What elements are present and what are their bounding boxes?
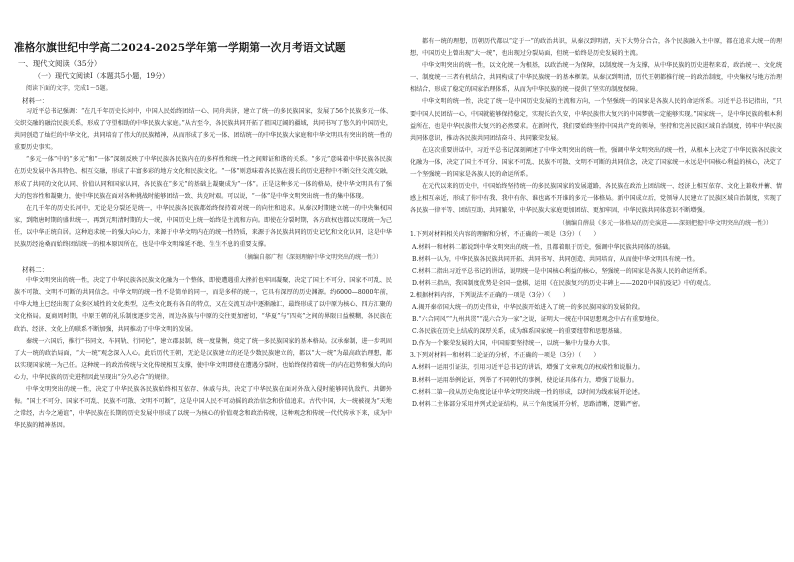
question-option: C.各民族在历史上结成的深厚关系，成为维系国家统一的重要纽带和思想基础。: [412, 328, 626, 336]
reading-instruction: 阅读下面的文字，完成1～5题。: [26, 85, 112, 92]
question-option: C.材料二指出习近平总书记的讲话，说明统一是中国核心利益的核心，坚强统一的国家是各族人民的命运所系。: [412, 267, 711, 275]
material-paragraph: 中华文明突出的统一性，以文化统一为根基，以政治统一为保障，以制度统一为支撑，从中华民族的历史进程来看，政治统一、文化统一、制度统一三者有机结合，共同构成了中华民族统一的基本框架。从秦汉到明清，历代王朝都推行统一的政治制度，中央集权与地方治理相结合，形成了稳定的国家治理体系，从而为中华民族的统一提供了坚实的制度保障。: [410, 62, 782, 94]
material-two-paragraph: 秦统一六国后，推行“书同文、车同轨、行同伦”，建立郡县制，统一度量衡，奠定了统一多民族国家的基本格局。汉承秦制，进一步巩固了大一统的政治局面，“大一统”观念深入人心。此后历代王朝，无论是汉族建立的还是少数民族建立的，都以“大一统”为最高政治理想，都以实现国家统一为己任。这种统一的政治传统与文化传统相互支撑，使中华文明即使在遭遇分裂时，也始终保持着统一的内在趋势和强大的向心力，中华民族的历史进程因此呈现出“分久必合”的规律。: [14, 337, 392, 381]
question-option: A.材料一运用引证法，引用习近平总书记的讲话，增强了文章观点的权威性和说服力。: [412, 364, 644, 372]
material-source: （摘编自薛晨《多元一体格局的历史演进——深刻把握中华文明突出的统一性》）: [558, 220, 772, 228]
question-option: B.材料一运用举例论证，列举了不同朝代的事例，使论证具体有力，增强了说服力。: [412, 376, 638, 384]
question-option: C.材料二第一段从历史角度论证中华文明突出统一性的形成，以时间为线索展开论述。: [412, 388, 644, 396]
material-one-paragraph: 在几千年的历史长河中，无论是分裂还是统一，中华民族各民族都始终保持着对统一的向往和追求。从秦汉时期建立统一的中央集权国家，到隋唐时期的盛世统一，再到元明清时期的大一统，中国历史上统一始终是主流和方向。即使在分裂时期，各方政权也都以实现统一为己任，以中华正统自居。这种追求统一的强大向心力，来源于中华文明内在的统一性特质，来源于各民族共同的历史记忆和文化认同，这是中华民族历经沧桑而始终团结统一的根本原因所在，也是中华文明绵延不绝、生生不息的重要支撑。: [14, 204, 392, 249]
question-option: D.材料二主体部分采用并列式论证结构，从三个角度展开分析，思路清晰，逻辑严密。: [412, 400, 645, 408]
exam-title: 准格尔旗世纪中学高二2024-2025学年第一学期第一次月考语文试题: [14, 42, 346, 54]
left-column: [14, 0, 392, 432]
right-column: [410, 0, 782, 411]
material-paragraph: 在元代以来的历史中，中国始终坚持统一的多民族国家的发展道路，各民族在政治上团结统一、经济上相互依存、文化上兼收并蓄、情感上相互亲近，形成了你中有我、我中有你、谁也离不开谁的多元一体格局。新中国成立后，党领导人民建立了民族区域自治制度，实现了各民族一律平等、团结互助、共同繁荣，中华民族大家庭更加团结、更加牢固，中华民族共同体意识不断增强。: [410, 183, 782, 215]
section-heading: 一、现代文阅读（35分）: [18, 59, 102, 68]
material-two-label: 材料二：: [22, 266, 49, 275]
material-one-source: （摘编自郝广程《深刻理解中华文明突出的统一性》）: [240, 254, 382, 262]
part-heading: （一）现代文阅读Ⅰ（本题共5小题，19分）: [34, 72, 170, 80]
question-option: D.材料三指出，我国制度优势是全国一盘棋，运用《在民族复兴的历史丰碑上——2020中国抗疫记》中的观点。: [412, 279, 715, 287]
question-3: 3.下列对材料一和材料二论证的分析，不正确的一项是（3分）（ ）: [410, 352, 600, 360]
material-one-paragraph: “多元一体”中的“多元”和“一体”深刻反映了中华民族各民族内在的多样性和统一性之间辩证和谐的关系。“多元”意味着中华民族各民族在历史发展中各具特色、相互交融，形成了丰富多彩的地方文化和民族文化。“一体”则意味着各民族在漫长的历史进程中不断交往交流交融，形成了共同的文化认同、价值认同和国家认同，各民族在“多元”的基础上凝聚成为“一体”。正是这种多元一体的格局，使中华文明具有了强大的包容性和凝聚力，使中华民族在面对各种挑战时能够团结一致、共克时艰。可以说，“一体”是中华文明突出统一性的集中体现。: [14, 156, 392, 200]
question-option: A.揭开秦帝国大统一的历史伟业，中华民族开始进入了统一的多民族国家的发展阶段。: [412, 303, 644, 311]
material-paragraph: 在这次重要讲话中，习近平总书记深刻阐述了中华文明突出的统一性，强调中华文明突出的统一性，从根本上决定了中华民族各民族文化融为一体，决定了国土不可分、国家不可乱、民族不可散、文明不可断的共同信念，决定了国家统一永远是中国核心利益的核心，决定了一个坚强统一的国家是各族人民的命运所系。: [410, 146, 782, 179]
material-paragraph: 中华文明的统一性，决定了统一是中国历史发展的主流和方向，一个坚强统一的国家是各族人民的命运所系。习近平总书记指出，“只要中国人民团结一心，中国就能够保持稳定，实现长治久安，中华民族伟大复兴的中国梦就一定能够实现。”国家统一，是中华民族的根本利益所在，也是中华民族伟大复兴的必然要求。在新时代，我们要始终坚持中国共产党的领导，坚持和完善民族区域自治制度，铸牢中华民族共同体意识，推动各民族共同团结奋斗、共同繁荣发展。: [410, 98, 782, 142]
question-1: 1.下列对材料相关内容的理解和分析，不正确的一项是（3分）（ ）: [410, 231, 600, 239]
question-option: D.作为一个繁荣发展的大国，中国需要坚持统一，以统一集中力量办大事。: [412, 340, 614, 348]
question-2: 2.根据材料内容，下列说法不正确的一项是（3分）（ ）: [410, 291, 569, 299]
material-one-paragraph: 习近平总书记强调：“在几千年历史长河中，中国人民始终团结一心、同舟共济，建立了统一的多民族国家，发展了56个民族多元一体、交织交融的融洽民族关系，形成了守望相助的中华民族大家庭。”从古至今，各民族共同开拓了祖国辽阔的疆域，共同书写了悠久的中国历史，共同创造了灿烂的中华文化，共同培育了伟大的民族精神，从而形成了多元一体、团结统一的中华民族大家庭和中华文明具有突出的统一性的重要历史事实。: [14, 108, 392, 152]
continued-paragraph: 都有一统的理想，历朝历代都以“定于一”的政治共识，从秦汉到明清，天下大势分合合，各个民族融入主中原，都在追求大统一的理想，中国历史上曾出现“大一统”，也出现过分裂局面，但统一始终是历史发展的主流。: [410, 38, 782, 58]
question-option: B.材料一认为，中华民族各民族共同开拓、共同书写、共同创造、共同培育，从而使中华文明具有统一性。: [412, 255, 699, 263]
question-option: A.材料一和材料二都说到中华文明突出的统一性，且都着眼于历史，强调中华民族共同体的基础。: [412, 243, 675, 251]
material-two-paragraph: 中华文明突出的统一性，决定了中华民族各民族始终相互依存、休戚与共，决定了中华民族在面对外敌入侵时能够同仇敌忾、共御外侮。“国土不可分、国家不可乱、民族不可散、文明不可断”，这是中国人民不可动摇的政治信念和价值追求。古代中国，大一统被视为“天地之常经，古今之通谊”，中华民族在长期的历史发展中形成了以统一为核心的价值观念和政治传统，这种观念和传统一代代传承下来，成为中华民族的精神基因。: [14, 385, 392, 430]
material-one-label: 材料一：: [22, 97, 49, 105]
question-option: B.“六合同风”“九州共贯”“混六合为一家”之说，证明大一统在中国思想观念中占有重要地位。: [412, 316, 663, 324]
material-two-paragraph: 中华文明突出的统一性，决定了中华民族各民族文化融为一个整体，即使遭遇重大挫折也牢固凝聚，决定了国土不可分、国家不可乱、民族不可散、文明不可断的共同信念。中华文明的统一性不是简单的同一，而是多样的统一，它具有深厚的历史渊源。约6000—8000年前，中华大地上已经出现了众多区域性的文化类型，这些文化既有各自的特点，又在交流互动中逐渐融汇，最终形成了以中原为核心、四方汇聚的文化格局。夏商周时期，中原王朝的礼乐制度逐步完善，周边各族与中原的交往更加密切，“华夏”与“四夷”之间的界限日益模糊，各民族在政治、经济、文化上的联系不断加强，共同推动了中华文明的发展。: [14, 277, 392, 333]
